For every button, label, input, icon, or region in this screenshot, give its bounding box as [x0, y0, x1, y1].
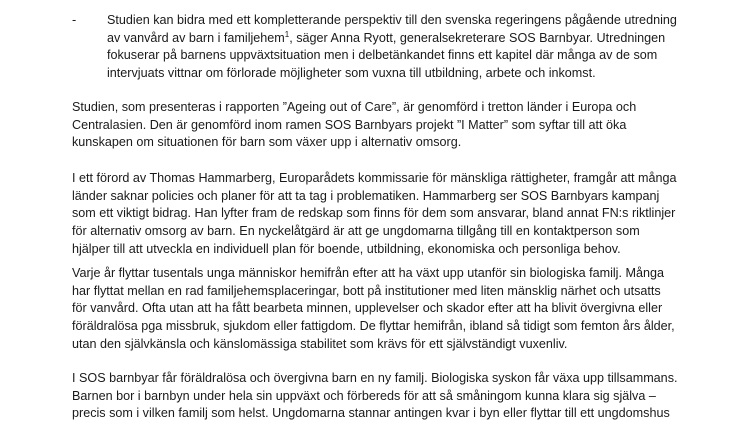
text-line: av vanvård av barn i familjehem$^1$, säger Anna Ryott, generalsekreterare SOS Barnbyar. Utredningen: [107, 29, 666, 45]
text-line: för vanvård. Ofta utan att ha fått bearbeta minnen, upplevelser och skador efter att ha blivit övergivna eller: [72, 301, 663, 316]
footnote-ref[interactable]: 1: [284, 29, 290, 39]
bullet-text: [107, 12, 677, 83]
text-line: I ett förord av Thomas Hammarberg, Europarådets kommissarie för mänskliga rättigheter, framgår att många: [72, 171, 677, 185]
text-line: Studien, som presenteras i rapporten ”Ageing out of Care”, är genomförd i tretton länder i Europa och: [72, 100, 637, 114]
text-line: intervjuats vittnar om förlorade möjligheter som vuxna till utbildning, arbete och inkomst.: [107, 66, 596, 81]
text-line: som ett viktigt bidrag. Han lyfter fram de redskap som finns för dem som ansvarar, bland annat FN:s riktlinjer: [72, 206, 676, 221]
text-line: länder saknar policies och planer för att ta tag i problematiken. Hammarberg ser SOS Barnbyars kampanj: [72, 188, 660, 203]
quote-bullet: [72, 10, 712, 82]
text-line: hjälper till att utveckla en individuell plan för boende, utbildning, ekonomiska och personliga behov.: [72, 241, 621, 256]
paragraph-sos-villages: [72, 370, 677, 423]
text-line: kunskapen om situationen för barn som växer upp i alternativ omsorg.: [72, 135, 462, 150]
text-line: fokuserar på barnens uppväxtsituation men i delbetänkandet finns ett kapitel där många av de som: [107, 48, 658, 63]
text-line: föräldralösa pga missbruk, sjukdom eller fattigdom. De flyttar hemifrån, ibland så tidigt som femton års ålder,: [72, 319, 675, 334]
text-line: precis som i vilken familj som helst. Ungdomarna stannar antingen kvar i byn eller flyttar till ett ungdomshus: [72, 406, 670, 421]
text-line: Barnen bor i barnbyn under hela sin uppväxt och förbereds för att så småningom kunna klara sig själva –: [72, 388, 656, 403]
paragraph-study-intro: [72, 99, 636, 152]
text-line: Studien kan bidra med ett kompletterande perspektiv till den svenska regeringens pågående utredning: [107, 13, 677, 27]
text-line: utan den självkänsla och känslomässiga stabilitet som krävs för ett självständigt vuxenliv.: [72, 336, 568, 351]
text-line: Varje år flyttar tusentals unga människor hemifrån efter att ha växt upp utanför sin biologiska familj. Många: [72, 266, 664, 280]
text-line: I SOS barnbyar får föräldralösa och övergivna barn en ny familj. Biologiska syskon får växa upp tillsammans.: [72, 371, 678, 385]
bullet-mark: -: [72, 13, 77, 27]
text-line: för alternativ omsorg av barn. En nyckelåtgärd är att ge ungdomarna tillgång till en kontaktperson som: [72, 224, 640, 239]
paragraph-hammarberg: [72, 170, 677, 259]
paragraph-leaving-home: [72, 265, 675, 354]
text-line: har flyttat mellan en rad familjehemsplaceringar, bott på institutioner med liten mänsklig närhet och utsatts: [72, 283, 661, 298]
text-line: Centralasien. Den är genomförd inom ramen SOS Barnbyars projekt ”I Matter” som syftar till att öka: [72, 117, 627, 132]
